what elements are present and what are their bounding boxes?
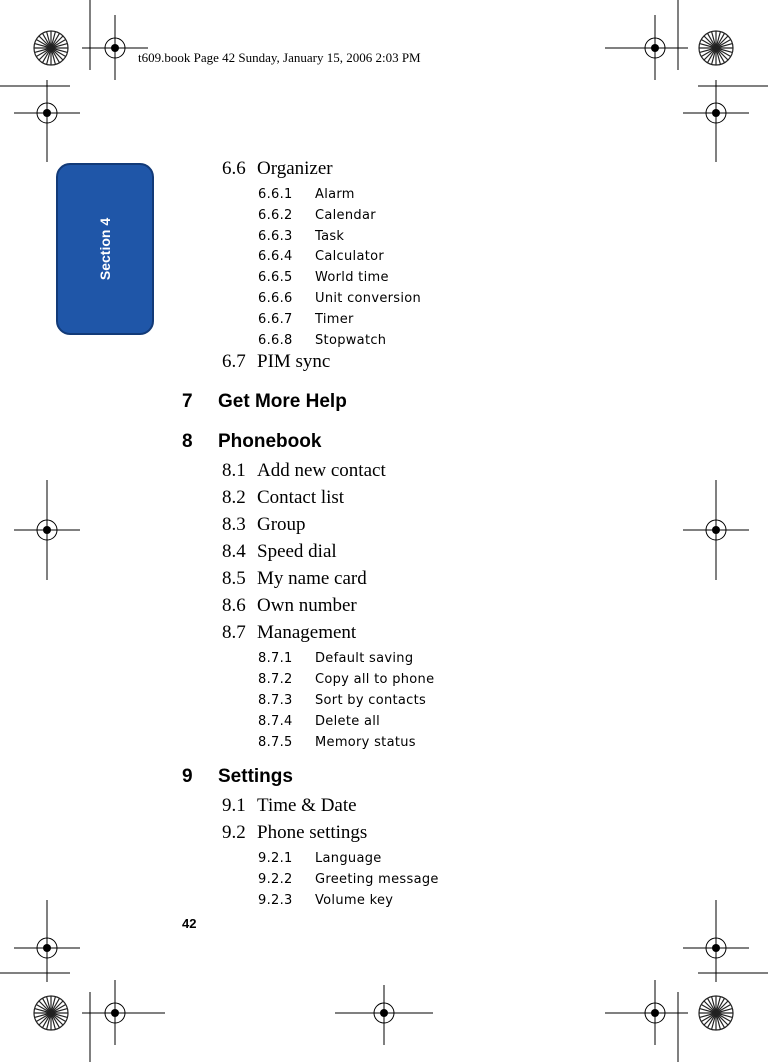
- entry-num: 6.6.6: [258, 291, 293, 306]
- entry-label: Memory status: [315, 735, 416, 750]
- entry-num: 7: [182, 391, 193, 412]
- entry-num: 9.1: [222, 795, 246, 816]
- entry-label: Greeting message: [315, 872, 439, 887]
- entry-label: Alarm: [315, 187, 355, 202]
- entry-num: 8: [182, 431, 193, 452]
- entry-label: Unit conversion: [315, 291, 422, 306]
- entry-num: 6.6: [222, 158, 246, 179]
- entry-label: Stopwatch: [315, 333, 387, 348]
- entry-num: 6.6.2: [258, 208, 293, 223]
- entry-label: Organizer: [257, 158, 333, 179]
- entry-label: Management: [257, 622, 357, 643]
- entry-num: 9.2.2: [258, 872, 293, 887]
- entry-label: Phone settings: [257, 822, 368, 843]
- entry-num: 9.2.3: [258, 893, 293, 908]
- entry-num: 6.6.4: [258, 249, 293, 264]
- entry-label: Group: [257, 514, 306, 535]
- entry-label: World time: [315, 270, 389, 285]
- entry-num: 8.3: [222, 514, 246, 535]
- entry-label: Calculator: [315, 249, 385, 264]
- entry-label: Get More Help: [218, 391, 347, 412]
- entry-label: Settings: [218, 766, 293, 787]
- entry-label: Timer: [315, 312, 354, 327]
- entry-num: 8.2: [222, 487, 246, 508]
- entry-label: Calendar: [315, 208, 376, 223]
- entry-label: Volume key: [315, 893, 394, 908]
- entry-label: Add new contact: [257, 460, 386, 481]
- entry-num: 8.6: [222, 595, 246, 616]
- entry-num: 8.4: [222, 541, 246, 562]
- entry-num: 6.6.8: [258, 333, 293, 348]
- entry-label: Sort by contacts: [315, 693, 427, 708]
- entry-label: Own number: [257, 595, 357, 616]
- entry-label: Time & Date: [257, 795, 357, 816]
- entry-label: Language: [315, 851, 382, 866]
- entry-label: Contact list: [257, 487, 345, 508]
- entry-num: 9: [182, 766, 193, 787]
- entry-num: 8.7: [222, 622, 246, 643]
- entry-num: 6.6.7: [258, 312, 293, 327]
- entry-label: Speed dial: [257, 541, 337, 562]
- entry-num: 8.5: [222, 568, 246, 589]
- entry-num: 8.7.3: [258, 693, 293, 708]
- entry-num: 6.6.1: [258, 187, 293, 202]
- entry-label: Phonebook: [218, 431, 322, 452]
- entry-num: 8.1: [222, 460, 246, 481]
- page-number: 42: [182, 916, 197, 931]
- entry-num: 6.6.5: [258, 270, 293, 285]
- section-tab: [56, 163, 154, 335]
- entry-label: Delete all: [315, 714, 381, 729]
- entry-num: 9.2: [222, 822, 246, 843]
- entry-num: 6.7: [222, 351, 246, 372]
- entry-num: 8.7.2: [258, 672, 293, 687]
- entry-num: 8.7.5: [258, 735, 293, 750]
- entry-num: 6.6.3: [258, 229, 293, 244]
- entry-label: My name card: [257, 568, 367, 589]
- entry-num: 9.2.1: [258, 851, 293, 866]
- section-tab-label: Section 4: [97, 217, 113, 281]
- print-header: t609.book Page 42 Sunday, January 15, 2006 2:03 PM: [138, 50, 421, 65]
- entry-label: Default saving: [315, 651, 414, 666]
- entry-label: Copy all to phone: [315, 672, 435, 687]
- entry-label: Task: [315, 229, 345, 244]
- entry-num: 8.7.1: [258, 651, 293, 666]
- entry-num: 8.7.4: [258, 714, 293, 729]
- entry-label: PIM sync: [257, 351, 331, 372]
